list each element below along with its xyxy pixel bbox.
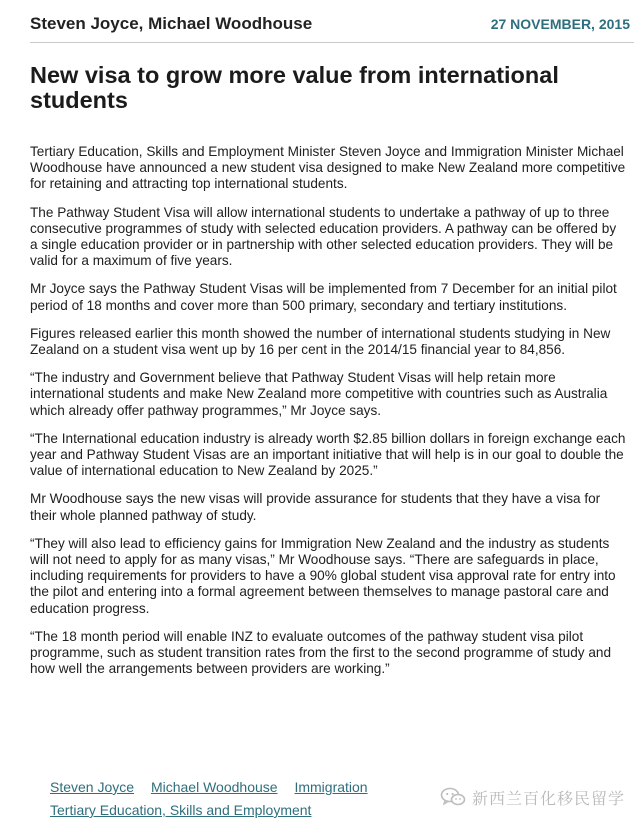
tag-steven-joyce[interactable]: Steven Joyce [50, 779, 135, 795]
article-body [30, 144, 626, 689]
watermark-text: 新西兰百化移民留学 [471, 790, 625, 808]
header-divider [30, 42, 634, 43]
paragraph: Tertiary Education, Skills and Employment Minister Steven Joyce and Immigration Minister Michael Woodhouse have announced a new student visa designed to make New Zealand more competitive for retaining and attracting top international students. [30, 144, 626, 192]
paragraph: “The 18 month period will enable INZ to evaluate outcomes of the pathway student visa pilot programme, such as student transition rates from the first to the second programme of study and how well the arrangements between providers are working.” [30, 628, 612, 677]
tag-links [50, 776, 470, 822]
article-header [30, 14, 630, 36]
paragraph: “The industry and Government believe that Pathway Student Visas will help retain more international students and make New Zealand more competitive with countries such as Australia which already offer pathway programmes,” Mr Joyce says. [30, 370, 608, 418]
watermark [440, 786, 625, 808]
paragraph: Figures released earlier this month showed the number of international students studying in New Zealand on a student visa went up by 16 per cent in the 2014/15 financial year to 84,856. [30, 325, 611, 358]
paragraph: “The International education industry is already worth $2.85 billion dollars in foreign exchange each year and Pathway Student Visas are an important initiative that will help is in our goal to double the value of international education to New Zealand by 2025.” [30, 430, 626, 479]
paragraph: Mr Woodhouse says the new visas will provide assurance for students that they have a visa for their whole planned pathway of study. [30, 491, 601, 523]
paragraph: The Pathway Student Visa will allow international students to undertake a pathway of up to three consecutive programmes of study with selected education providers. A pathway can be offered by a single education provider or in partnership with other selected education providers. They will be valid for a maximum of five years. [30, 204, 617, 269]
paragraph: “They will also lead to efficiency gains for Immigration New Zealand and the industry as students will not need to apply for as many visas,” Mr Woodhouse says. “There are safeguards in place, including requirements for providers to have a 90% global student visa approval rate for entry into the pilot and entering into a formal agreement between themselves to manage pastoral care and education progress. [30, 535, 616, 616]
paragraph: Mr Joyce says the Pathway Student Visas will be implemented from 7 December for an initial pilot period of 18 months and cover more than 500 primary, secondary and tertiary institutions. [30, 281, 617, 313]
publish-date: 27 NOVEMBER, 2015 [490, 16, 630, 32]
tag-immigration[interactable]: Immigration [294, 779, 368, 795]
authors: Steven Joyce, Michael Woodhouse [30, 14, 313, 33]
article-title: New visa to grow more value from international students [30, 62, 559, 113]
tag-michael-woodhouse[interactable]: Michael Woodhouse [150, 779, 278, 795]
wechat-icon [440, 787, 466, 807]
tag-tertiary-education[interactable]: Tertiary Education, Skills and Employment [50, 802, 312, 818]
